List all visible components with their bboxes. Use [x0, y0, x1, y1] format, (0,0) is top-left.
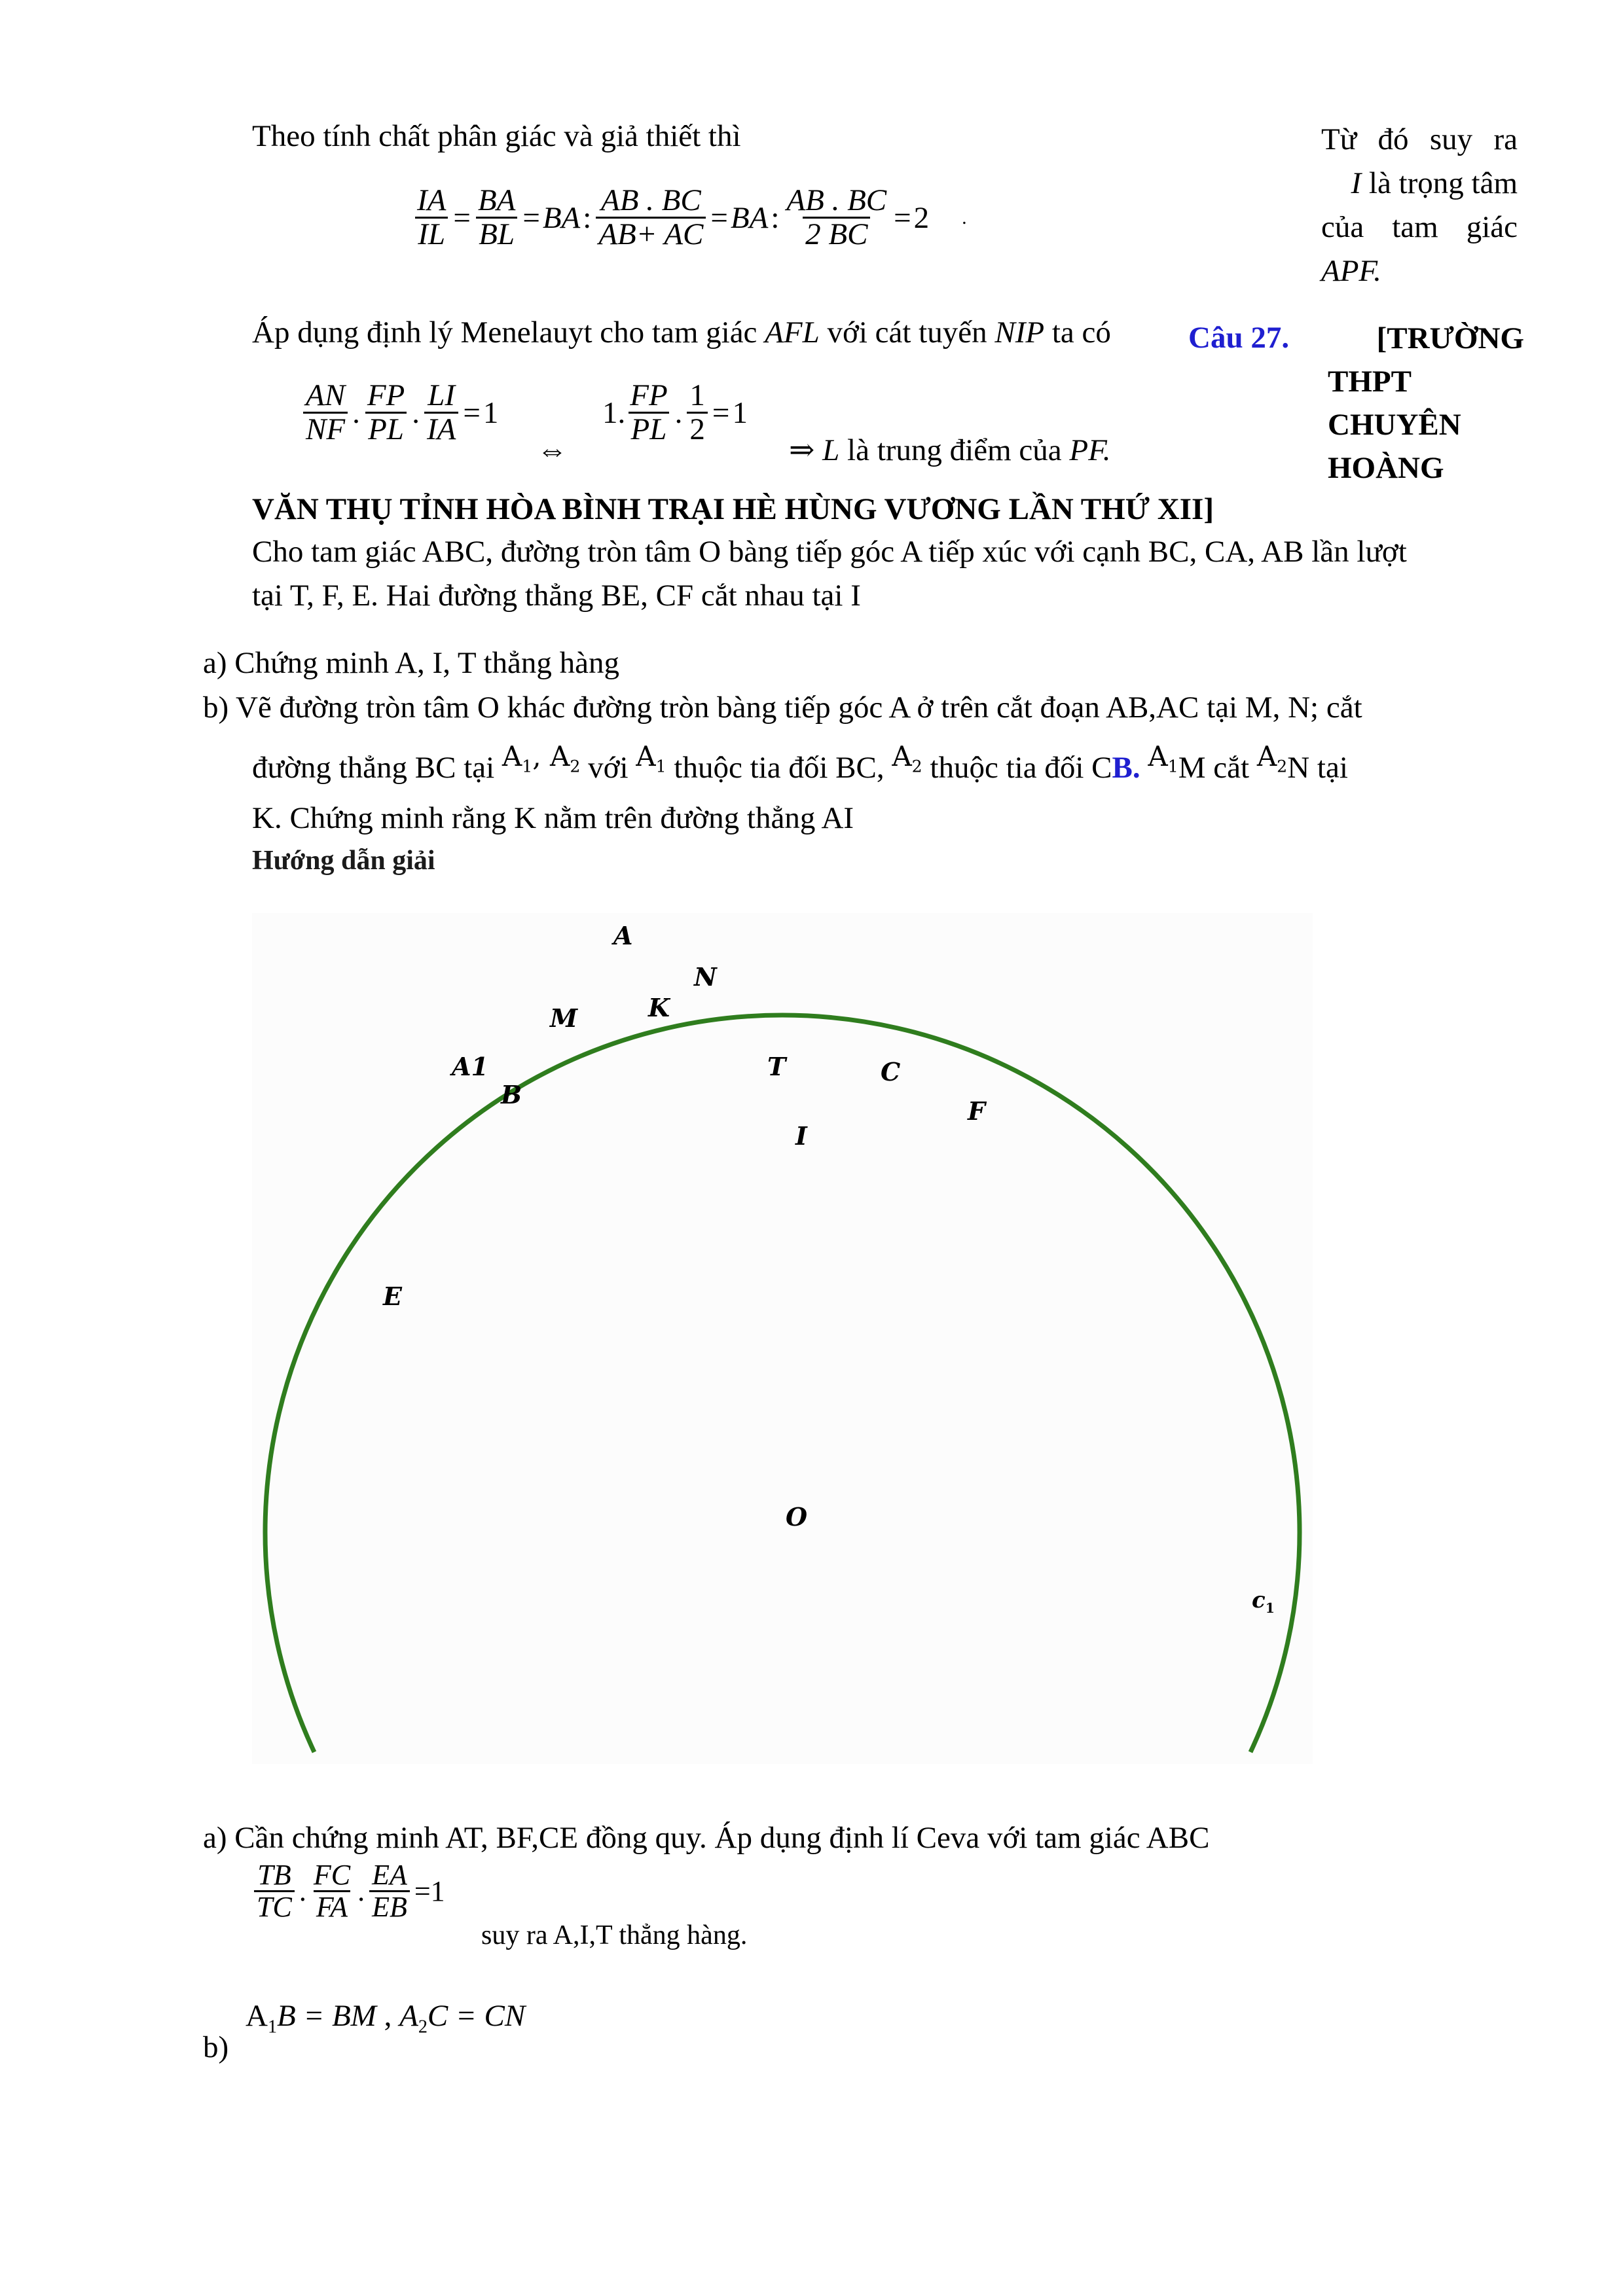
- source-line-4: HOÀNG: [1328, 451, 1444, 485]
- right-note-line-1: Từ đó suy ra: [1321, 122, 1518, 156]
- iff-symbol: ⇔: [537, 433, 568, 467]
- part-b-line-1: b) Vẽ đường tròn tâm O khác đường tròn bàng tiếp góc A ở trên cắt đoạn AB,AC tại M, N; cắt: [203, 691, 1362, 725]
- label-F: F: [968, 1096, 985, 1126]
- part-a: a) Chứng minh A, I, T thẳng hàng: [203, 646, 619, 680]
- label-N: N: [694, 962, 717, 992]
- label-A: A: [613, 921, 633, 950]
- right-note-line-4: APF.: [1321, 254, 1381, 288]
- source-line-3: CHUYÊN: [1328, 408, 1461, 442]
- problem-line-2: tại T, F, E. Hai đường thẳng BE, CF cắt nhau tại I: [252, 579, 861, 613]
- problem-line-1: Cho tam giác ABC, đường tròn tâm O bàng tiếp góc A tiếp xúc với cạnh BC, CA, AB lần lượt: [252, 535, 1407, 569]
- right-note-line-2: I là trọng tâm: [1351, 166, 1518, 200]
- ceva-equation: $\frac{TB}{TC}$ . $\frac{FC}{FA}$ . $\frac{EA}{EB}$ =1: [252, 1860, 445, 1922]
- label-T: T: [767, 1052, 786, 1081]
- frac-ba-bl: $\frac{BA}{BL}$: [475, 185, 518, 251]
- excircle-arc: [265, 1015, 1300, 1752]
- label-c1: $c_1$: [1252, 1587, 1275, 1616]
- label-C: C: [881, 1057, 901, 1086]
- label-I: I: [795, 1121, 807, 1151]
- frac-abbc-2bc: $\frac{AB . BC}{2 BC}$: [786, 183, 887, 252]
- menelaus-conclusion: ⇒ L là trung điểm của PF.: [789, 433, 1111, 467]
- source-line-1: [TRƯỜNG: [1376, 321, 1524, 355]
- question-source-rest: VĂN THỤ TỈNH HÒA BÌNH TRẠI HÈ HÙNG VƯƠNG LẦN THỨ XII]: [252, 492, 1214, 526]
- part-b-line-2: đường thẳng BC tại $A_1$, $A_2$ với $A_1$ thuộc tia đối BC, $A_2$ thuộc tia đối CB. $A_1M$ cắt $A_2N$ tại: [252, 740, 1348, 785]
- right-note: [1321, 118, 1518, 293]
- solution-b-equation: $A_1B$ = BM , $A_2C$ = CN: [246, 1999, 526, 2037]
- excircle-svg: [252, 913, 1313, 1764]
- part-b-line-3: K. Chứng minh rằng K nằm trên đường thẳng AI: [252, 801, 854, 835]
- label-B: B: [501, 1080, 522, 1109]
- question-source-block: [1328, 317, 1524, 490]
- frac-abbc-abac: $\frac{AB . BC}{AB+ AC}$: [596, 185, 706, 251]
- equation-menelaus: $\frac{AN}{NF}$ . $\frac{FP}{PL}$ . $\frac{LI}{IA}$ = 1: [301, 380, 498, 446]
- label-E: E: [383, 1282, 402, 1311]
- label-M: M: [550, 1003, 578, 1033]
- right-note-line-3: của tam giác: [1321, 210, 1518, 244]
- solution-a-line: a) Cần chứng minh AT, BF,CE đồng quy. Áp dụng định lí Ceva với tam giác ABC: [203, 1821, 1210, 1855]
- intro-text: Theo tính chất phân giác và giả thiết thì: [252, 119, 741, 153]
- frac-ia-il: $\frac{IA}{IL}$: [414, 185, 448, 251]
- equation-ratio: $\frac{IA}{IL}$ = $\frac{BA}{BL}$ = BA : $\frac{AB . BC}{AB+ AC}$ = BA : $\frac{AB . BC}{2 BC}$ = 2 .: [412, 185, 967, 251]
- menelaus-text: Áp dụng định lý Menelauyt cho tam giác AFL với cát tuyến NIP ta có: [252, 315, 1111, 350]
- question-label: Câu 27.: [1188, 321, 1290, 355]
- ceva-conclusion: suy ra A,I,T thẳng hàng.: [481, 1920, 748, 1950]
- guide-title: Hướng dẫn giải: [252, 846, 435, 876]
- label-A1: A1: [452, 1052, 488, 1081]
- label-O: O: [786, 1502, 808, 1532]
- label-K: K: [648, 993, 670, 1022]
- source-line-2: THPT: [1328, 365, 1412, 399]
- equation-menelaus-2: 1. $\frac{FP}{PL}$ . $\frac{1}{2}$ = 1: [602, 378, 748, 447]
- geometry-figure: [252, 913, 1313, 1764]
- solution-b-label: b): [203, 2030, 229, 2064]
